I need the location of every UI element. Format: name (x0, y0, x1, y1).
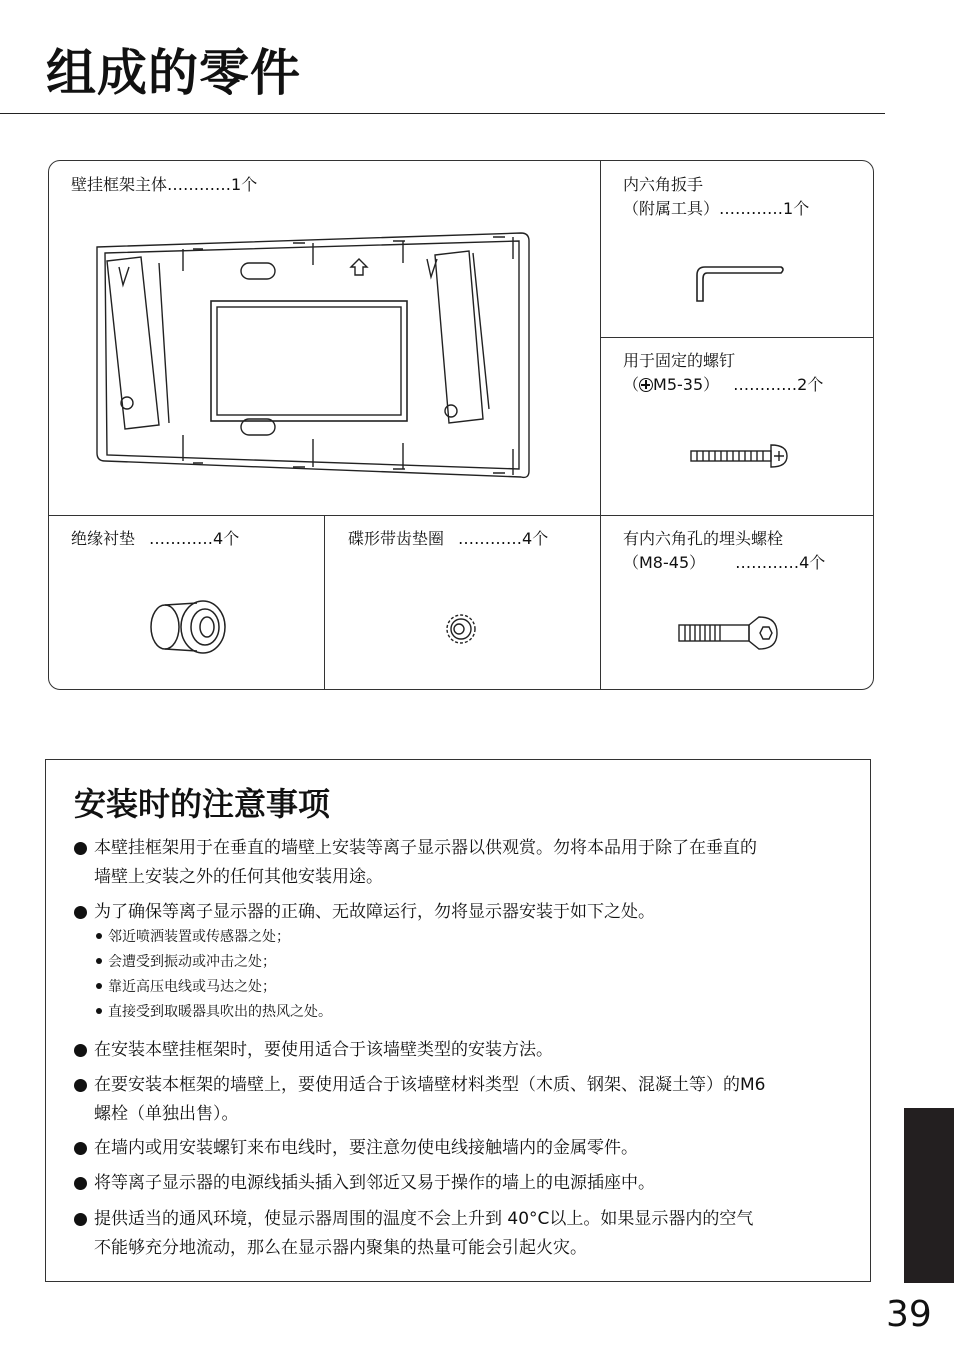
bullet-icon (74, 906, 87, 919)
spacer-illustration (145, 595, 235, 657)
notes-title: 安装时的注意事项 (74, 785, 331, 823)
part-screw-label (623, 349, 823, 397)
phillips-head-icon (639, 378, 653, 392)
installation-notes-box (45, 759, 871, 1282)
divider-vertical-bottom (324, 515, 325, 690)
part-screw-paren: （ (623, 375, 640, 394)
part-wrench-name: 内六角扳手 (623, 175, 704, 194)
note-item: 提供适当的通风环境，使显示器周围的温度不会上升到 40°C以上。如果显示器内的空气 不能够充分地流动，那么在显示器内聚集的热量可能会引起火灾。 (74, 1205, 854, 1263)
note-subitem: 邻近喷洒装置或传感器之处； (96, 926, 290, 948)
hex-wrench-illustration (689, 261, 789, 305)
screw-illustration (689, 441, 793, 471)
part-washer-name: 碟形带齿垫圈 (348, 529, 445, 548)
wall-frame-illustration (93, 229, 533, 481)
part-spacer-label (71, 527, 239, 551)
note-item: 在墙内或用安装螺钉来布电线时，要注意勿使电线接触墙内的金属零件。 (74, 1134, 854, 1163)
sub-bullet-icon (96, 933, 102, 939)
sub-bullet-icon (96, 1008, 102, 1014)
part-wrench-label (623, 173, 809, 221)
note-item: 本壁挂框架用于在垂直的墙壁上安装等离子显示器以供观赏。勿将本品用于除了在垂直的 墙壁上安装之外的任何其他安装用途。 (74, 834, 854, 892)
part-washer-label (348, 527, 548, 551)
part-frame-label (71, 173, 257, 197)
part-spacer-qty: …………4个 (149, 529, 240, 548)
part-frame-qty: …………1个 (167, 175, 258, 194)
divider-horizontal-right (600, 337, 874, 338)
parts-box (48, 160, 874, 690)
bullet-icon (74, 1177, 87, 1190)
bullet-icon (74, 842, 87, 855)
bolt-illustration (677, 613, 781, 653)
part-screw-name: 用于固定的螺钉 (623, 351, 736, 370)
note-subitem: 会遭受到振动或冲击之处； (96, 951, 276, 973)
part-wrench-note: （附属工具） (623, 199, 720, 218)
part-frame-name: 壁挂框架主体 (71, 175, 168, 194)
note-item: 将等离子显示器的电源线插头插入到邻近又易于操作的墙上的电源插座中。 (74, 1169, 854, 1198)
page-title: 组成的零件 (46, 44, 301, 102)
bullet-icon (74, 1213, 87, 1226)
section-tab (904, 1108, 954, 1283)
page-number: 39 (886, 1294, 932, 1335)
note-subitem: 靠近高压电线或马达之处； (96, 976, 276, 998)
part-screw-qty: …………2个 (733, 375, 824, 394)
sub-bullet-icon (96, 958, 102, 964)
part-bolt-note: （M8-45） (623, 553, 706, 572)
part-washer-qty: …………4个 (458, 529, 549, 548)
title-rule (0, 113, 885, 114)
divider-vertical-main (600, 161, 601, 690)
bullet-icon (74, 1142, 87, 1155)
sub-bullet-icon (96, 983, 102, 989)
divider-horizontal-bottom (49, 515, 874, 516)
washer-illustration (443, 611, 479, 647)
note-item: 在安装本壁挂框架时，要使用适合于该墙壁类型的安装方法。 (74, 1036, 854, 1065)
note-item: 为了确保等离子显示器的正确、无故障运行，勿将显示器安装于如下之处。 (74, 898, 854, 927)
part-spacer-name: 绝缘衬垫 (71, 529, 136, 548)
part-wrench-qty: …………1个 (719, 199, 810, 218)
bullet-icon (74, 1044, 87, 1057)
bullet-icon (74, 1079, 87, 1092)
part-bolt-qty: …………4个 (735, 553, 826, 572)
part-screw-note: M5-35） (653, 375, 720, 394)
note-item: 在要安装本框架的墙壁上，要使用适合于该墙壁材料类型（木质、钢架、混凝土等）的M6 螺栓（单独出售）。 (74, 1071, 854, 1129)
part-bolt-name: 有内六角孔的埋头螺栓 (623, 529, 784, 548)
note-subitem: 直接受到取暖器具吹出的热风之处。 (96, 1001, 332, 1023)
part-bolt-label (623, 527, 825, 575)
